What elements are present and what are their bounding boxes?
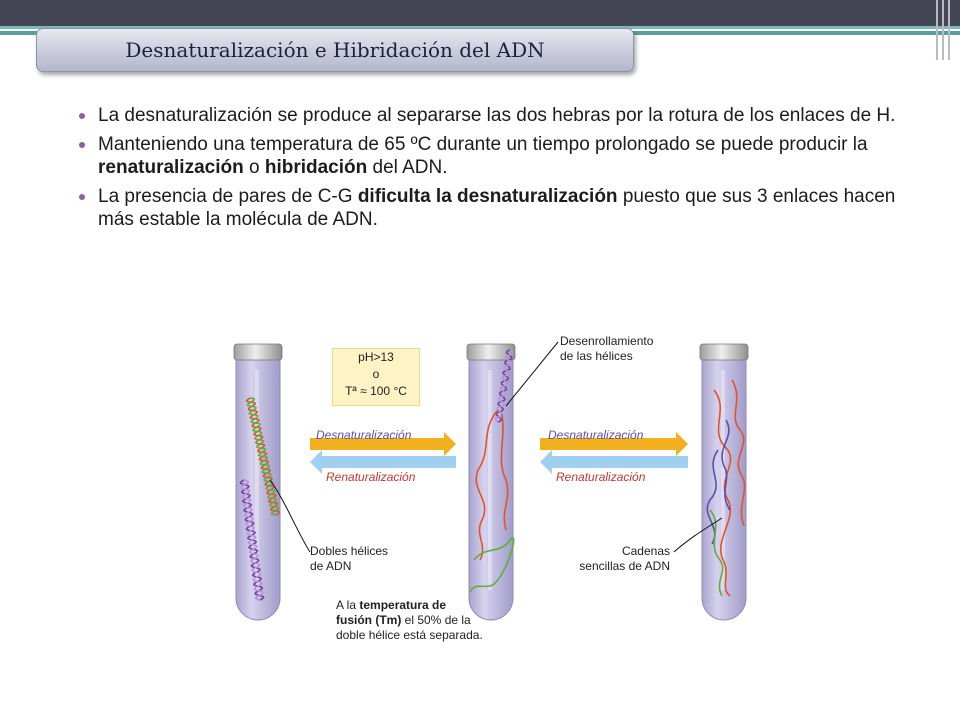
- bold-term: hibridación: [264, 157, 368, 178]
- tube-cap: [467, 344, 515, 360]
- label-unwinding: Desenrollamiento de las hélices: [560, 334, 654, 363]
- bullet-dot: [79, 142, 85, 148]
- title-box: [36, 28, 634, 72]
- arrow-label-renaturation-left: Renaturalización: [326, 470, 416, 484]
- test-tube: [700, 344, 748, 620]
- tube-cap: [234, 344, 282, 360]
- arrow-label-denaturation-right: Desnaturalización: [548, 428, 644, 442]
- condition-or: o: [372, 367, 380, 381]
- note-text: el 50% de la: [401, 613, 471, 627]
- arrow-label-denaturation-left: Desnaturalización: [316, 428, 412, 442]
- bold-term: temperatura de: [359, 598, 447, 612]
- dna-denaturation-figure: [230, 330, 760, 650]
- bullet-text: o: [243, 157, 265, 178]
- bullet-text: La presencia de pares de C-G: [98, 186, 358, 207]
- bold-term: fusión (Tm): [336, 613, 402, 627]
- bullet-text: del ADN.: [367, 157, 448, 178]
- bullet-item: [76, 185, 906, 231]
- label-single-chains: Cadenas sencillas de ADN: [579, 544, 670, 573]
- note-text: doble hélice está separada.: [336, 628, 483, 642]
- bullet-dot: [79, 194, 85, 200]
- melting-note-line: [336, 613, 483, 628]
- decorative-lines: [932, 0, 960, 60]
- bullet-item: [76, 133, 906, 179]
- melting-note-line: [336, 598, 483, 613]
- note-text: A la: [336, 598, 360, 612]
- slide-title: Desnaturalización e Hibridación del ADN: [125, 38, 545, 62]
- bullet-list: [76, 104, 906, 237]
- label-double-helix: Dobles hélices de ADN: [310, 544, 389, 573]
- figure-graphics: [230, 330, 760, 650]
- tube-highlight: [488, 370, 492, 590]
- bullet-text: La desnaturalización se produce al separarse las dos hebras por la rotura de los enlaces de H.: [98, 105, 896, 126]
- bullet-text: puesto que sus 3 enlaces hacen más estable la molécula de ADN.: [98, 186, 896, 230]
- top-bar: [0, 0, 960, 26]
- bold-term: renaturalización: [98, 157, 244, 178]
- bullet-item: [76, 104, 906, 127]
- condition-ph: pH>13: [358, 350, 394, 364]
- melting-temperature-note: [336, 598, 483, 643]
- tube-cap: [700, 344, 748, 360]
- arrow-label-renaturation-right: Renaturalización: [556, 470, 646, 484]
- bullet-text: Manteniendo una temperatura de 65 ºC durante un tiempo prolongado se puede producir la: [98, 134, 868, 155]
- bold-term: dificulta la desnaturalización: [357, 186, 618, 207]
- test-tube: [467, 344, 515, 620]
- melting-note-line: [336, 628, 483, 643]
- conditions-box: [332, 348, 420, 406]
- bullet-dot: [79, 113, 85, 119]
- condition-temperature: Tª ≈ 100 °C: [345, 384, 407, 398]
